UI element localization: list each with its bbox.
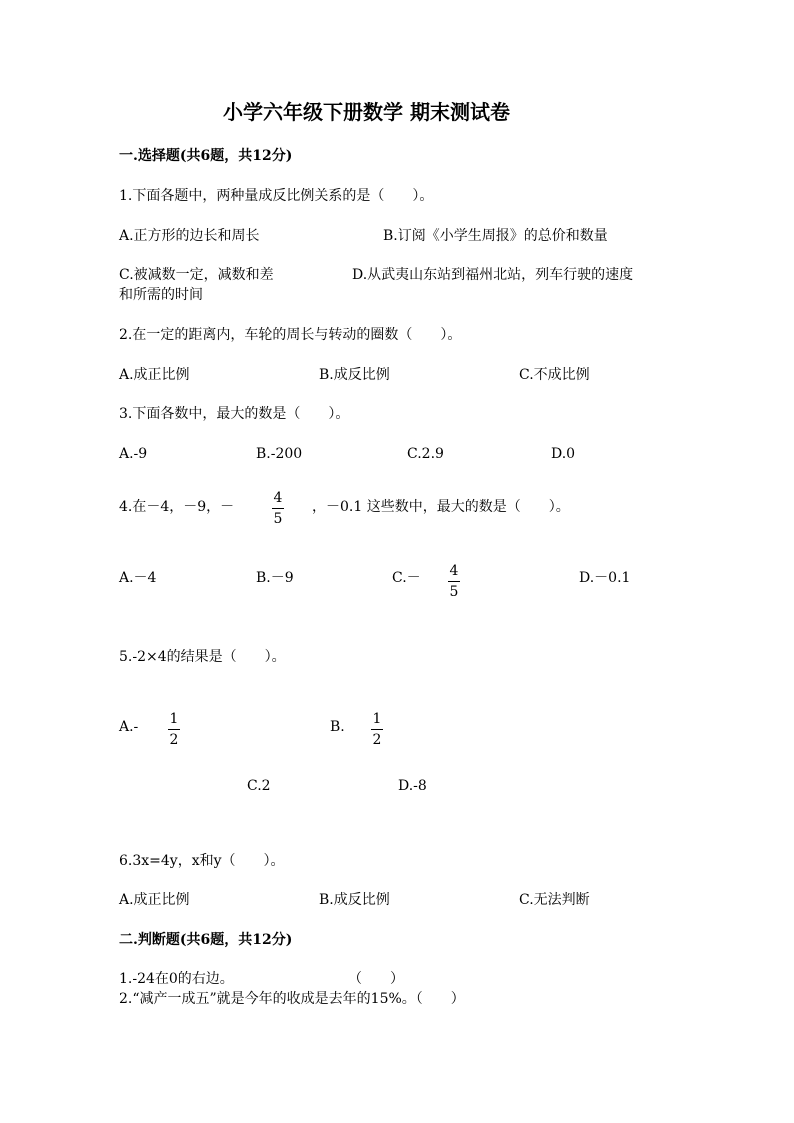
question-4-suffix: ，－0.1 这些数中，最大的数是（ ）。 (312, 499, 570, 515)
section-heading-choice: 一.选择题(共6题，共12分) (119, 148, 293, 164)
fraction-bar (448, 581, 460, 582)
judgment-question-1: 1.-24在0的右边。 (119, 971, 234, 987)
q3-option-b[interactable]: B.-200 (256, 446, 303, 462)
q6-option-b[interactable]: B.成反比例 (319, 892, 390, 908)
q1-option-d-continued: 和所需的时间 (119, 287, 203, 303)
q4-option-c[interactable]: C.－ (392, 570, 421, 586)
q1-option-c[interactable]: C.被减数一定，减数和差 (119, 267, 274, 283)
fraction-denominator: 5 (449, 584, 459, 600)
fraction-bar (272, 508, 284, 509)
fraction-numerator: 1 (372, 711, 382, 727)
q3-option-d[interactable]: D.0 (551, 446, 576, 462)
q1-option-a[interactable]: A.正方形的边长和周长 (119, 228, 260, 244)
question-4-prefix: 4.在－4，－9，－ (119, 499, 235, 515)
q6-option-c[interactable]: C.无法判断 (519, 892, 590, 908)
q5-option-a-fraction (164, 711, 184, 748)
q1-option-b[interactable]: B.订阅《小学生周报》的总价和数量 (383, 228, 608, 244)
q2-option-c[interactable]: C.不成比例 (519, 367, 590, 383)
q3-option-a[interactable]: A.-9 (119, 446, 148, 462)
fraction-denominator: 2 (372, 732, 382, 748)
q5-option-b-fraction (367, 711, 387, 748)
fraction-numerator: 4 (273, 490, 283, 506)
question-5: 5.-2×4的结果是（ ）。 (119, 649, 286, 665)
judgment-question-2: 2.“减产一成五”就是今年的收成是去年的15%。（ ） (119, 991, 465, 1007)
q4-option-a[interactable]: A.－4 (119, 570, 157, 586)
q4-option-c-fraction (444, 563, 464, 600)
fraction-bar (371, 729, 383, 730)
section-heading-judgment: 二.判断题(共6题，共12分) (119, 932, 293, 948)
q2-option-b[interactable]: B.成反比例 (319, 367, 390, 383)
judgment-answer-blank-1[interactable]: （ ） (348, 971, 404, 987)
question-6: 6.3x=4y，x和y（ ）。 (119, 853, 285, 869)
question-2: 2.在一定的距离内，车轮的周长与转动的圈数（ ）。 (119, 327, 462, 343)
page-title: 小学六年级下册数学 期末测试卷 (223, 100, 510, 124)
q5-option-c[interactable]: C.2 (247, 778, 271, 794)
q5-option-d[interactable]: D.-8 (398, 778, 427, 794)
q5-option-a[interactable]: A.- (119, 719, 139, 735)
fraction-numerator: 1 (169, 711, 179, 727)
q4-fraction (268, 490, 288, 527)
q6-option-a[interactable]: A.成正比例 (119, 892, 190, 908)
q1-option-d[interactable]: D.从武夷山东站到福州北站，列车行驶的速度 (352, 267, 634, 283)
question-3: 3.下面各数中，最大的数是（ ）。 (119, 406, 350, 422)
q3-option-c[interactable]: C.2.9 (407, 446, 444, 462)
q5-option-b[interactable]: B. (330, 719, 345, 735)
fraction-bar (168, 729, 180, 730)
fraction-numerator: 4 (449, 563, 459, 579)
q4-option-d[interactable]: D.－0.1 (579, 570, 631, 586)
fraction-denominator: 5 (273, 511, 283, 527)
q4-option-b[interactable]: B.－9 (256, 570, 294, 586)
question-1: 1.下面各题中，两种量成反比例关系的是（ ）。 (119, 188, 434, 204)
q2-option-a[interactable]: A.成正比例 (119, 367, 190, 383)
fraction-denominator: 2 (169, 732, 179, 748)
